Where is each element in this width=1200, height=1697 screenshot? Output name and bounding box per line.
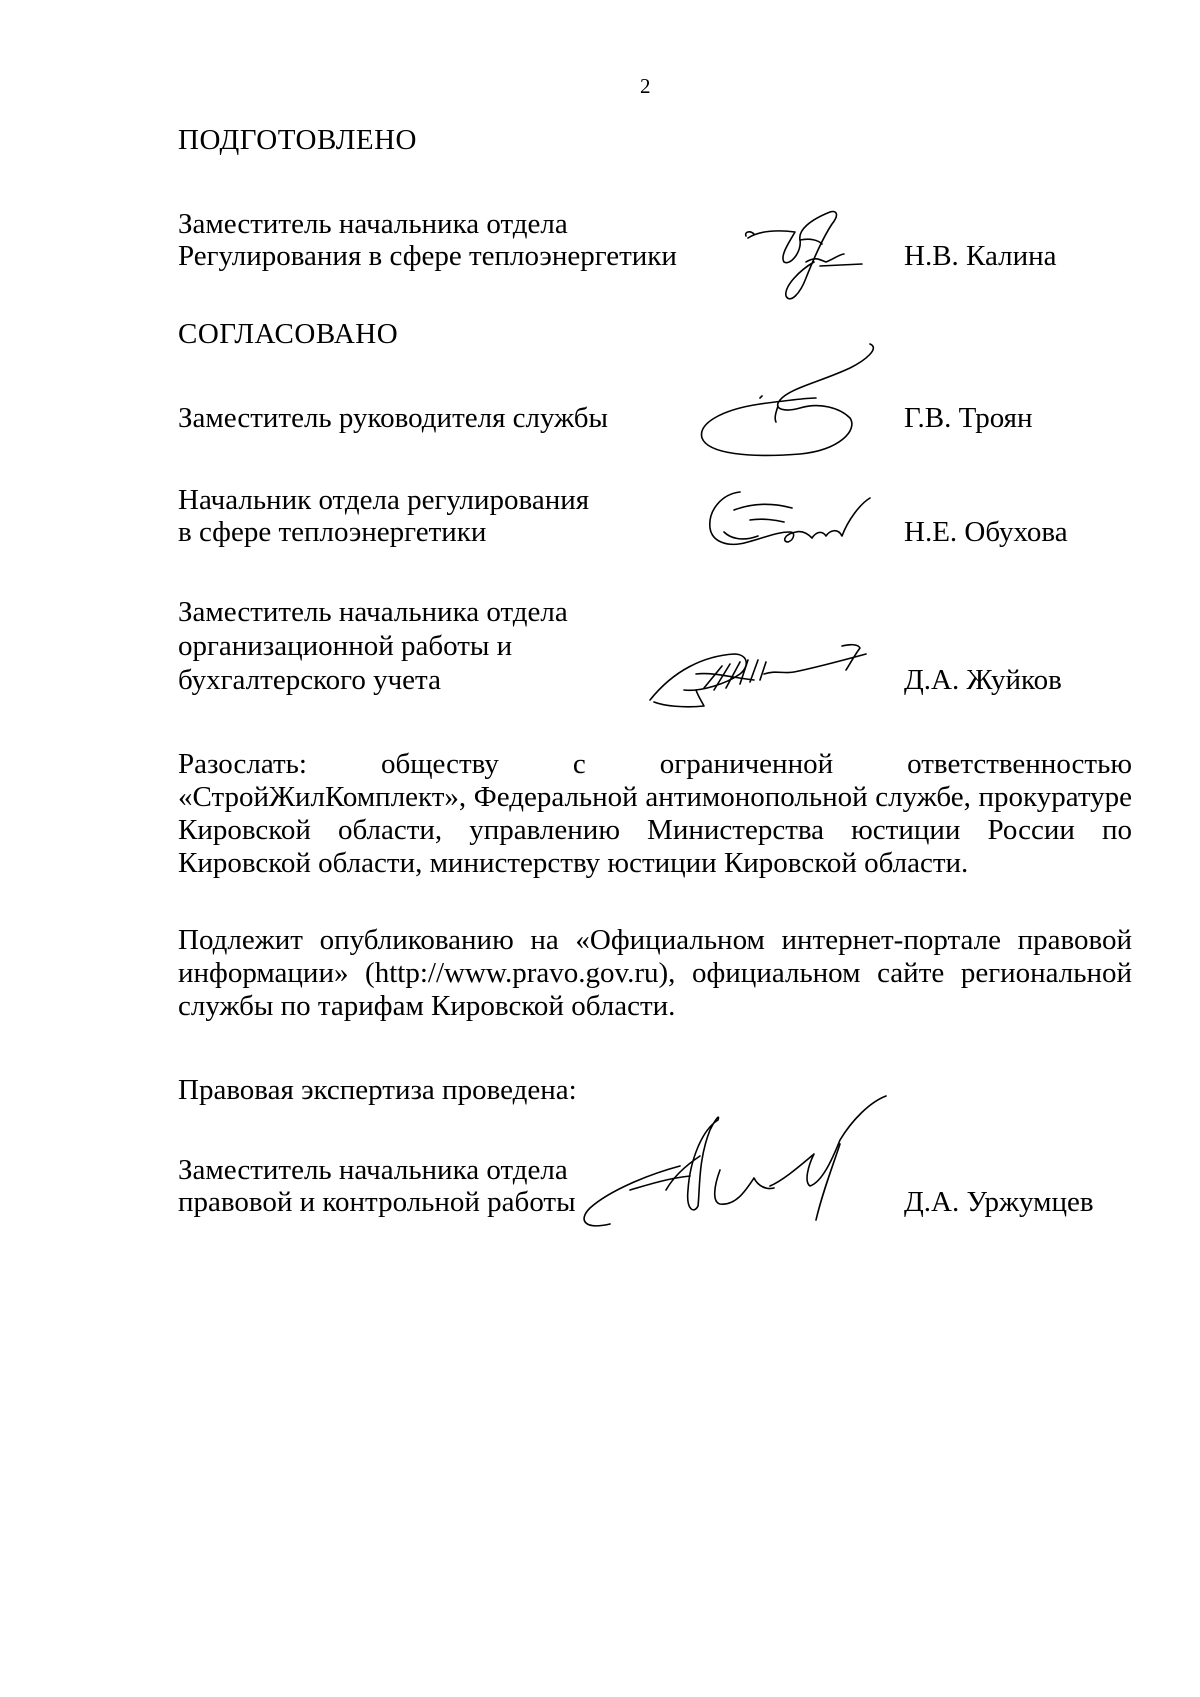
distribution-line-1: Разослать: обществу с ограниченной ответственностью [178,748,1132,780]
distribution-line-3: Кировской области, управлению Министерства юстиции России по [178,814,1132,846]
prepared-position-line-1: Заместитель начальника отдела [178,208,568,240]
signer-3-position-line-1: Заместитель начальника отдела [178,596,568,628]
signer-3-position-line-2: организационной работы и [178,630,513,662]
page-number: 2 [640,74,651,98]
signature-urzhumtsev [570,1090,910,1240]
legal-review-signer-name: Д.А. Уржумцев [904,1186,1094,1218]
legal-review-position-line-2: правовой и контрольной работы [178,1186,576,1218]
signer-2-position-line-2: в сфере теплоэнергетики [178,516,487,548]
signer-3-position-line-3: бухгалтерского учета [178,664,441,696]
agreed-heading: СОГЛАСОВАНО [178,318,399,350]
publication-line-2: информации» (http://www.pravo.gov.ru), официальном сайте региональной [178,957,1132,989]
signature-zhuykov [644,630,884,720]
signer-1-position-line-1: Заместитель руководителя службы [178,402,609,434]
signer-2-name: Н.Е. Обухова [904,516,1068,548]
publication-paragraph [178,924,1132,1023]
legal-review-heading: Правовая экспертиза проведена: [178,1074,577,1106]
signer-2-position-line-1: Начальник отдела регулирования [178,484,590,516]
signature-troyan [690,338,910,488]
prepared-heading: ПОДГОТОВЛЕНО [178,124,417,156]
signature-kalina [740,200,890,310]
legal-review-position-line-1: Заместитель начальника отдела [178,1154,568,1186]
publication-line-3: службы по тарифам Кировской области. [178,990,676,1022]
prepared-position-line-2: Регулирования в сфере теплоэнергетики [178,240,677,272]
publication-line-1: Подлежит опубликованию на «Официальном интернет-портале правовой [178,924,1132,956]
distribution-line-2: «СтройЖилКомплект», Федеральной антимонопольной службе, прокуратуре [178,781,1132,813]
prepared-signer-name: Н.В. Калина [904,240,1057,272]
distribution-line-4: Кировской области, министерству юстиции Кировской области. [178,847,969,879]
signer-3-name: Д.А. Жуйков [904,664,1062,696]
distribution-paragraph [178,748,1132,880]
signature-obukhova [700,480,880,570]
signer-1-name: Г.В. Троян [904,402,1033,434]
